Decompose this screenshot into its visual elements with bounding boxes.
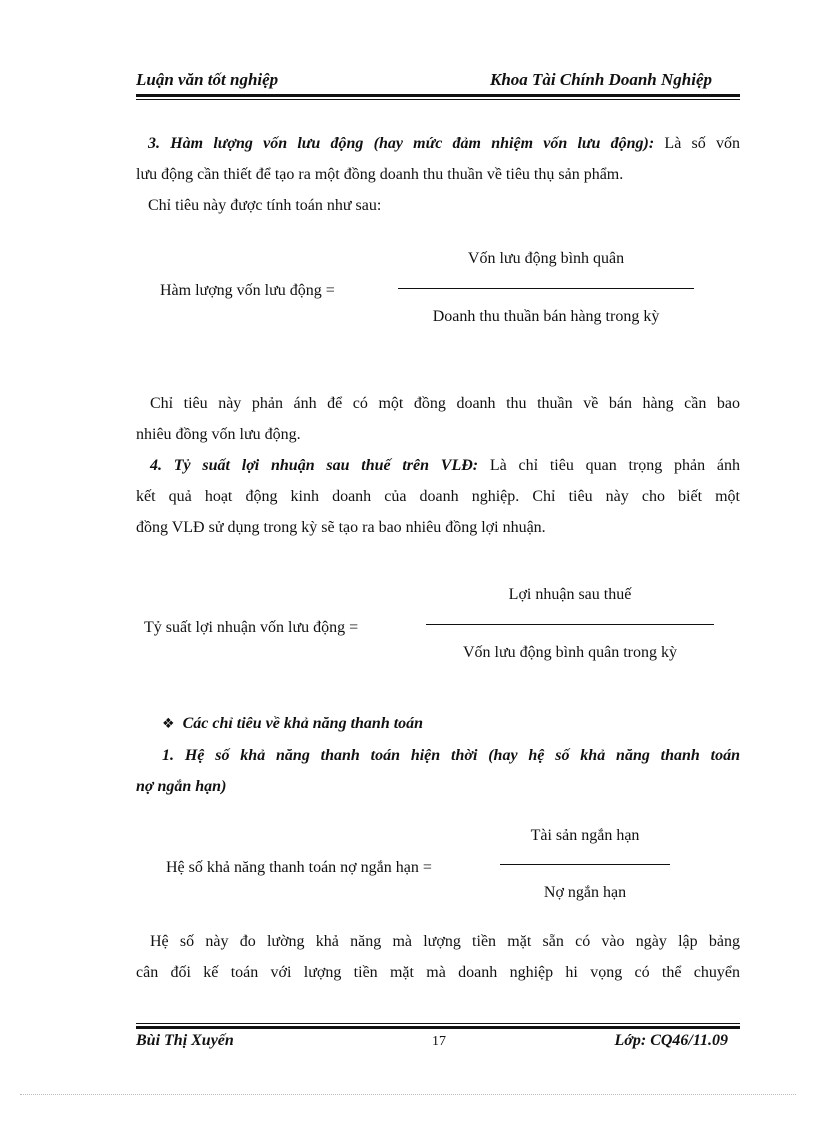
formula-2-fraction-bar (426, 624, 714, 625)
header-rule-thin (136, 99, 740, 100)
section-4-line-1 (136, 450, 740, 481)
page-header (136, 70, 740, 92)
liquidity-item-1-line-2: nợ ngắn hạn) (136, 778, 227, 795)
header-faculty: Khoa Tài Chính Doanh Nghiệp (489, 70, 712, 89)
liquidity-heading: Các chỉ tiêu về khả năng thanh toán (182, 715, 424, 732)
formula-1-denominator: Doanh thu thuần bán hàng trong kỳ (432, 308, 660, 325)
footer-rule-thin (136, 1023, 740, 1024)
section-3-line-1 (136, 128, 740, 159)
formula-3-explanation-line-2: cân đối kế toán với lượng tiền mặt mà doanh nghiệp hi vọng có thể chuyển (136, 964, 740, 981)
liquidity-section (136, 708, 740, 802)
section-3-paragraph (136, 128, 740, 221)
header-rule-thick (136, 94, 740, 97)
formula-3-denominator: Nợ ngắn hạn (543, 884, 627, 901)
section-4-heading: 4. Tỷ suất lợi nhuận sau thuế trên VLĐ: (150, 457, 479, 474)
footer-class: Lớp: CQ46/11.09 (614, 1032, 728, 1049)
diamond-bullet-icon: ❖ (162, 716, 175, 732)
explanation-line-1: Chỉ tiêu này phản ánh để có một đồng doanh thu thuần về bán hàng cần bao (150, 395, 740, 412)
formula-3-explanation (136, 926, 740, 988)
section-4-text: Là chỉ tiêu quan trọng phản ánh (478, 457, 741, 474)
formula-3-fraction-bar (500, 864, 670, 865)
section-4-line-3: đồng VLĐ sử dụng trong kỳ sẽ tạo ra bao nhiêu đồng lợi nhuận. (136, 519, 546, 536)
section-3-line-3: Chỉ tiêu này được tính toán như sau: (148, 197, 382, 214)
formula-1-numerator: Vốn lưu động bình quân (467, 250, 625, 267)
liquidity-item-1-line-1: 1. Hệ số khả năng thanh toán hiện thời (hay hệ số khả năng thanh toán (162, 747, 740, 764)
section-4-line-2: kết quả hoạt động kinh doanh của doanh nghiệp. Chỉ tiêu này cho biết một (136, 488, 740, 505)
page-number: 17 (432, 1034, 446, 1049)
formula-1-label: Hàm lượng vốn lưu động = (160, 282, 335, 299)
section-3-line-2: lưu động cần thiết để tạo ra một đồng doanh thu thuần về tiêu thụ sản phẩm. (136, 166, 624, 183)
formula-2-label: Tỷ suất lợi nhuận vốn lưu động = (144, 619, 359, 636)
formula-2-numerator: Lợi nhuận sau thuế (508, 586, 632, 603)
page-bottom-dotted-border (20, 1094, 796, 1095)
formula-3-explanation-line-1: Hệ số này đo lường khả năng mà lượng tiền mặt sẵn có vào ngày lập bảng (150, 933, 740, 950)
page-footer (136, 1032, 740, 1054)
formula-1-explanation (136, 388, 740, 543)
footer-rule-thick (136, 1026, 740, 1029)
liquidity-heading-line (136, 708, 740, 740)
formula-1-fraction-bar (398, 288, 694, 289)
footer-author: Bùi Thị Xuyến (136, 1032, 234, 1049)
explanation-line-2: nhiêu đồng vốn lưu động. (136, 426, 301, 443)
header-thesis-title: Luận văn tốt nghiệp (136, 70, 279, 89)
formula-2-denominator: Vốn lưu động bình quân trong kỳ (463, 644, 677, 661)
section-3-text: Là số vốn (654, 135, 740, 152)
formula-3-numerator: Tài sản ngắn hạn (530, 827, 640, 844)
formula-3-label: Hệ số khả năng thanh toán nợ ngắn hạn = (166, 859, 432, 876)
section-3-heading: 3. Hàm lượng vốn lưu động (hay mức đảm nhiệm vốn lưu động): (148, 135, 655, 152)
